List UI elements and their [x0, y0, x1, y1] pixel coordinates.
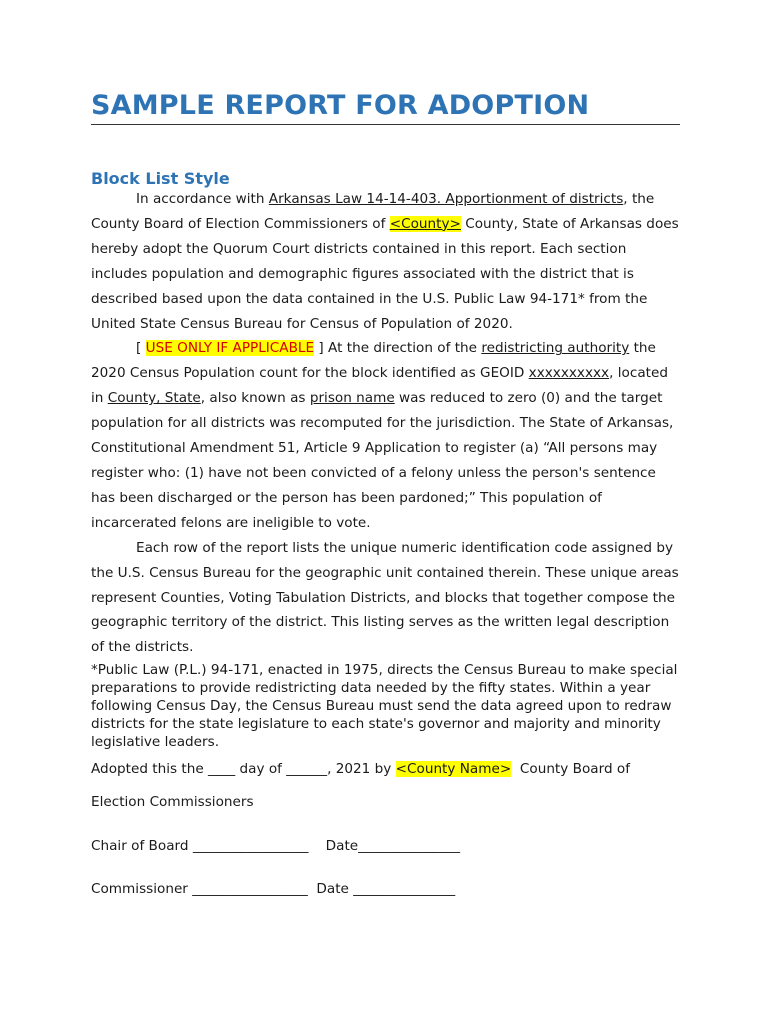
- footnote: [91, 662, 683, 752]
- p2-text-1: ] At the direction of the: [314, 340, 482, 357]
- redistricting-authority-field[interactable]: redistricting authority: [481, 340, 630, 357]
- p1-text-1: In accordance with: [136, 191, 269, 207]
- paragraph-adoption: [91, 187, 681, 336]
- county-name-field[interactable]: <County Name>: [395, 761, 512, 777]
- p2-text-4: , also known as: [200, 390, 310, 407]
- prison-name-field[interactable]: prison name: [309, 390, 395, 407]
- p2-text-2: the 2020 Census Population count for the block identified as GEOID: [91, 340, 656, 382]
- adopted-line: [91, 761, 630, 777]
- adopted-text-1: Adopted this the ____ day of ______, 2021 by: [91, 761, 396, 777]
- p1-text-3: County, State of Arkansas does hereby adopt the Quorum Court districts contained in this report. Each section includes population and demographic figures associated with the district that is described based upon the data contained in the U.S. Public Law 94-171* from the United State Census Bureau for Census of Population of 2020.: [91, 215, 679, 332]
- paragraph-applicable: [91, 336, 681, 535]
- footnote-text: *Public Law (P.L.) 94-171, enacted in 1975, directs the Census Bureau to make special preparations to provide redistricting data needed by the fifty states. Within a year following Census Day, the Census Bureau must send the data agreed upon to redraw districts for the state legislature to each state's governor and majority and minority legislative leaders.: [91, 662, 678, 750]
- paragraph-report-rows: Each row of the report lists the unique numeric identification code assigned by the U.S. Census Bureau for the geographic unit contained therein. These unique areas represent Counties, Voting Tabulation Districts, and blocks that together compose the geographic territory of the district. This listing serves as the written legal description of the districts.: [91, 539, 679, 656]
- election-commissioners-line: Election Commissioners: [91, 794, 254, 810]
- bracket-open: [: [136, 340, 146, 357]
- arkansas-law-link[interactable]: Arkansas Law 14-14-403. Apportionment of districts: [268, 191, 624, 207]
- page-title: SAMPLE REPORT FOR ADOPTION: [91, 90, 680, 125]
- document-body: [91, 187, 681, 660]
- p1-text-2: , the County Board of Election Commissioners of: [91, 191, 655, 232]
- chair-signature-line: Chair of Board _________________ Date_______________: [91, 838, 461, 854]
- use-only-if-applicable-label: USE ONLY IF APPLICABLE: [145, 340, 315, 357]
- geoid-field[interactable]: xxxxxxxxxx: [528, 365, 610, 382]
- commissioner-signature-line: Commissioner _________________ Date _______________: [91, 881, 456, 897]
- p2-text-3: , located in: [91, 365, 668, 407]
- adopted-text-2: County Board of: [511, 761, 631, 777]
- county-state-field[interactable]: County, State: [107, 390, 201, 407]
- section-heading: Block List Style: [91, 169, 230, 188]
- p2-text-5: was reduced to zero (0) and the target population for all districts was recomputed for the jurisdiction. The State of Arkansas, Constitutional Amendment 51, Article 9 Application to register (a) “All persons may register who: (1) have not been convicted of a felony unless the person's sentence has been discharged or the person has been pardoned;” This population of incarcerated felons are ineligible to vote.: [91, 390, 674, 531]
- county-field[interactable]: <County>: [389, 215, 461, 232]
